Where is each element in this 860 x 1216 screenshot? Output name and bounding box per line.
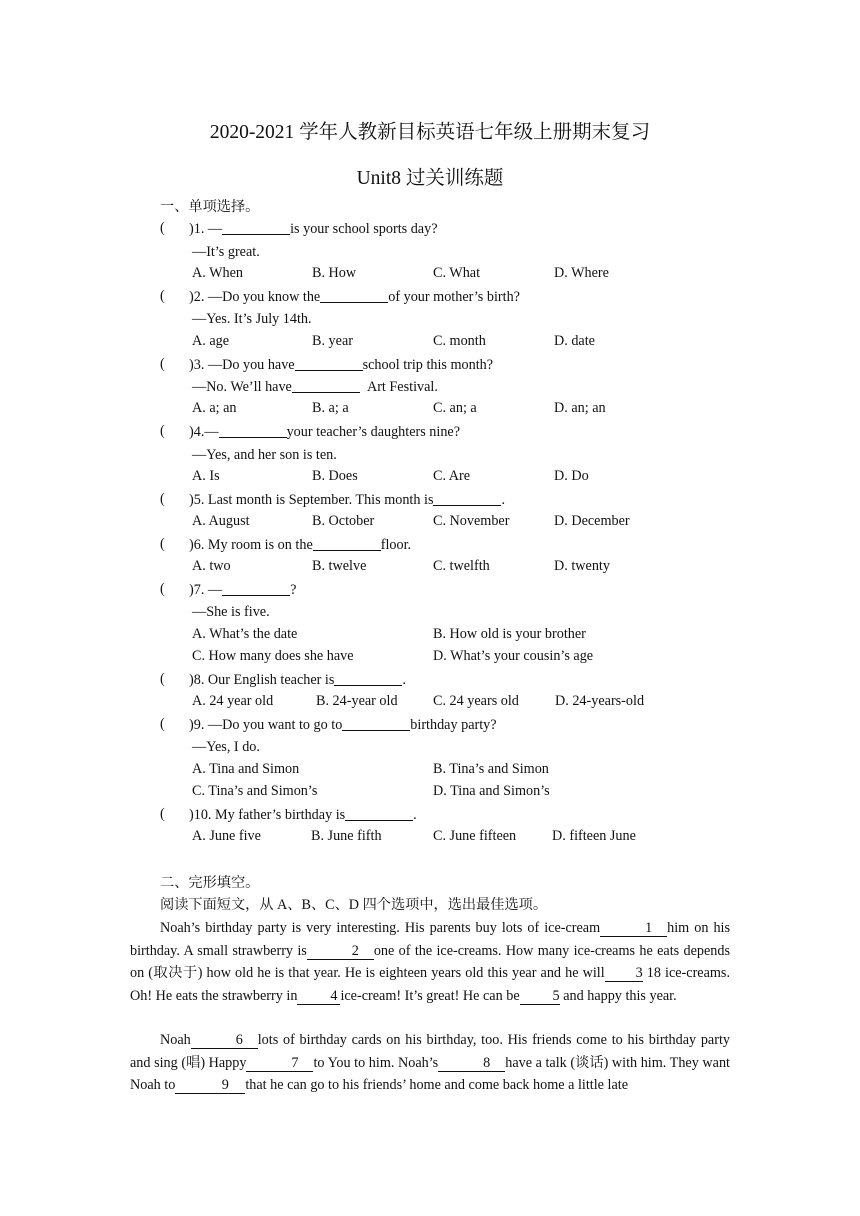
option-c: C. Tina’s and Simon’s xyxy=(192,783,318,799)
option-a: A. Is xyxy=(192,468,220,484)
question-reply: —It’s great. xyxy=(192,244,260,260)
option-c: C. twelfth xyxy=(433,558,490,574)
answer-paren: ( xyxy=(160,581,165,597)
section2-heading: 二、完形填空。 xyxy=(160,875,260,891)
option-c: C. month xyxy=(433,333,486,349)
question-stem: )6. My room is on the xyxy=(189,537,313,553)
answer-blank xyxy=(334,671,402,686)
option-d: D. an; an xyxy=(554,400,606,416)
option-c: C. June fifteen xyxy=(433,828,517,844)
answer-blank xyxy=(292,378,360,393)
answer-paren: ( xyxy=(160,716,165,732)
answer-paren: ( xyxy=(160,491,165,507)
cloze-text: him on his birthday. A small strawberry is xyxy=(130,920,730,959)
question-stem: )2. —Do you know the xyxy=(189,289,321,305)
cloze-blank-1: 1 xyxy=(600,920,667,937)
answer-blank xyxy=(342,716,410,731)
option-d: D. What’s your cousin’s age xyxy=(433,648,594,664)
option-c: C. 24 years old xyxy=(433,693,519,709)
option-d: D. 24-years-old xyxy=(555,693,645,709)
answer-paren: ( xyxy=(160,288,165,304)
answer-paren: ( xyxy=(160,220,165,236)
answer-blank xyxy=(295,356,363,371)
option-c: C. How many does she have xyxy=(192,648,354,664)
answer-blank xyxy=(433,491,501,506)
option-a: A. age xyxy=(192,333,230,349)
document-title: 2020-2021 学年人教新目标英语七年级上册期末复习 xyxy=(209,122,651,143)
option-c: C. Are xyxy=(433,468,471,484)
cloze-text: that he can go to his friends’ home and come back home a little late xyxy=(245,1077,628,1094)
option-a: A. Tina and Simon xyxy=(192,761,300,777)
answer-blank xyxy=(345,806,413,821)
cloze-text: to You to him. Noah’s xyxy=(313,1054,439,1071)
section2-instruction: 阅读下面短文，从 A、B、C、D 四个选项中，选出最佳选项。 xyxy=(160,897,548,913)
question-stem-end: is your school sports day? xyxy=(290,221,438,237)
option-d: D. Tina and Simon’s xyxy=(433,783,550,799)
cloze-blank-9: 9 xyxy=(175,1077,245,1094)
question-stem: )7. — xyxy=(189,582,223,598)
cloze-text: have a talk (谈话) with him. They want Noah to xyxy=(130,1054,730,1094)
question-reply: —Yes, and her son is ten. xyxy=(192,447,337,463)
answer-blank xyxy=(219,423,287,438)
answer-blank xyxy=(222,220,290,235)
question-stem-end: birthday party? xyxy=(410,717,497,733)
cloze-text: ice-cream! It’s great! He can be xyxy=(340,987,520,1004)
cloze-text: Noah xyxy=(160,1032,191,1048)
cloze-blank-3: 3 xyxy=(605,965,643,982)
question-stem-end: . xyxy=(501,492,506,508)
document-subtitle: Unit8 过关训练题 xyxy=(356,168,504,189)
option-b: B. How old is your brother xyxy=(433,626,586,642)
option-b: B. twelve xyxy=(312,558,367,574)
cloze-blank-7: 7 xyxy=(246,1055,313,1072)
option-a: A. August xyxy=(192,513,250,529)
option-c: C. an; a xyxy=(433,400,477,416)
option-b: B. How xyxy=(312,265,357,281)
section1-heading: 一、单项选择。 xyxy=(160,199,260,215)
option-a: A. a; an xyxy=(192,400,237,416)
answer-paren: ( xyxy=(160,806,165,822)
question-stem: )3. —Do you have xyxy=(189,357,295,373)
cloze-text: one of the ice-creams. How many ice-creams he eats depends on (取决于) how old he is that year. He is eighteen years old this year and he will xyxy=(130,942,731,982)
option-d: D. twenty xyxy=(554,558,610,574)
option-c: C. November xyxy=(433,513,510,529)
question-stem-end: of your mother’s birth? xyxy=(388,289,520,305)
cloze-blank-5: 5 xyxy=(520,988,560,1005)
option-b: B. a; a xyxy=(312,400,349,416)
question-reply: —No. We’ll have xyxy=(192,379,292,395)
answer-paren: ( xyxy=(160,356,165,372)
question-reply: —Yes. It’s July 14th. xyxy=(192,311,312,327)
answer-blank xyxy=(320,288,388,303)
option-d: D. Where xyxy=(554,265,609,281)
answer-blank xyxy=(222,581,290,596)
option-a: A. What’s the date xyxy=(192,626,298,642)
cloze-blank-4: 4 xyxy=(297,988,340,1005)
option-b: B. 24-year old xyxy=(316,693,398,709)
cloze-text: and happy this year. xyxy=(563,987,677,1004)
question-stem: )9. —Do you want to go to xyxy=(189,717,343,733)
cloze-text: lots of birthday cards on his birthday, too. His friends come to his birthday party and sing (唱) Happy xyxy=(130,1032,730,1071)
question-stem-end: your teacher’s daughters nine? xyxy=(286,424,461,440)
option-c: C. What xyxy=(433,265,481,281)
option-d: D. date xyxy=(554,333,595,349)
answer-paren: ( xyxy=(160,671,165,687)
option-d: D. December xyxy=(554,513,630,529)
cloze-paragraph-1 xyxy=(130,917,730,1007)
option-b: B. Does xyxy=(312,468,358,484)
question-stem-end: . xyxy=(413,807,417,823)
cloze-blank-8: 8 xyxy=(438,1055,505,1072)
option-b: B. Tina’s and Simon xyxy=(433,761,549,777)
answer-blank xyxy=(313,536,381,551)
option-a: A. 24 year old xyxy=(192,693,274,709)
answer-paren: ( xyxy=(160,536,165,552)
question-stem-end: . xyxy=(402,672,406,688)
question-reply-end: Art Festival. xyxy=(366,379,438,395)
option-a: A. two xyxy=(192,558,231,574)
question-reply: —She is five. xyxy=(192,604,270,620)
question-stem: )1. — xyxy=(189,221,223,237)
question-stem: )10. My father’s birthday is xyxy=(189,807,346,823)
question-stem-end: floor. xyxy=(380,537,412,553)
cloze-text: Noah’s birthday party is very interesting. His parents buy lots of ice-cream xyxy=(160,920,601,936)
option-b: B. June fifth xyxy=(311,828,382,844)
cloze-paragraph-2 xyxy=(130,1029,730,1097)
question-stem-end: ? xyxy=(290,582,297,598)
cloze-blank-6: 6 xyxy=(191,1032,258,1049)
option-b: B. October xyxy=(312,513,375,529)
question-reply: —Yes, I do. xyxy=(192,739,260,755)
option-a: A. When xyxy=(192,265,243,281)
option-b: B. year xyxy=(312,333,353,349)
option-d: D. Do xyxy=(554,468,589,484)
option-d: D. fifteen June xyxy=(552,828,636,844)
option-a: A. June five xyxy=(192,828,261,844)
question-stem-end: school trip this month? xyxy=(362,357,494,373)
cloze-text: 18 ice-creams. Oh! He eats the strawberry in xyxy=(130,965,731,1004)
question-stem: )8. Our English teacher is xyxy=(189,672,335,688)
question-stem: )5. Last month is September. This month is xyxy=(189,492,434,508)
answer-paren: ( xyxy=(160,423,165,439)
question-stem: )4.— xyxy=(189,424,219,440)
cloze-blank-2: 2 xyxy=(307,943,374,960)
